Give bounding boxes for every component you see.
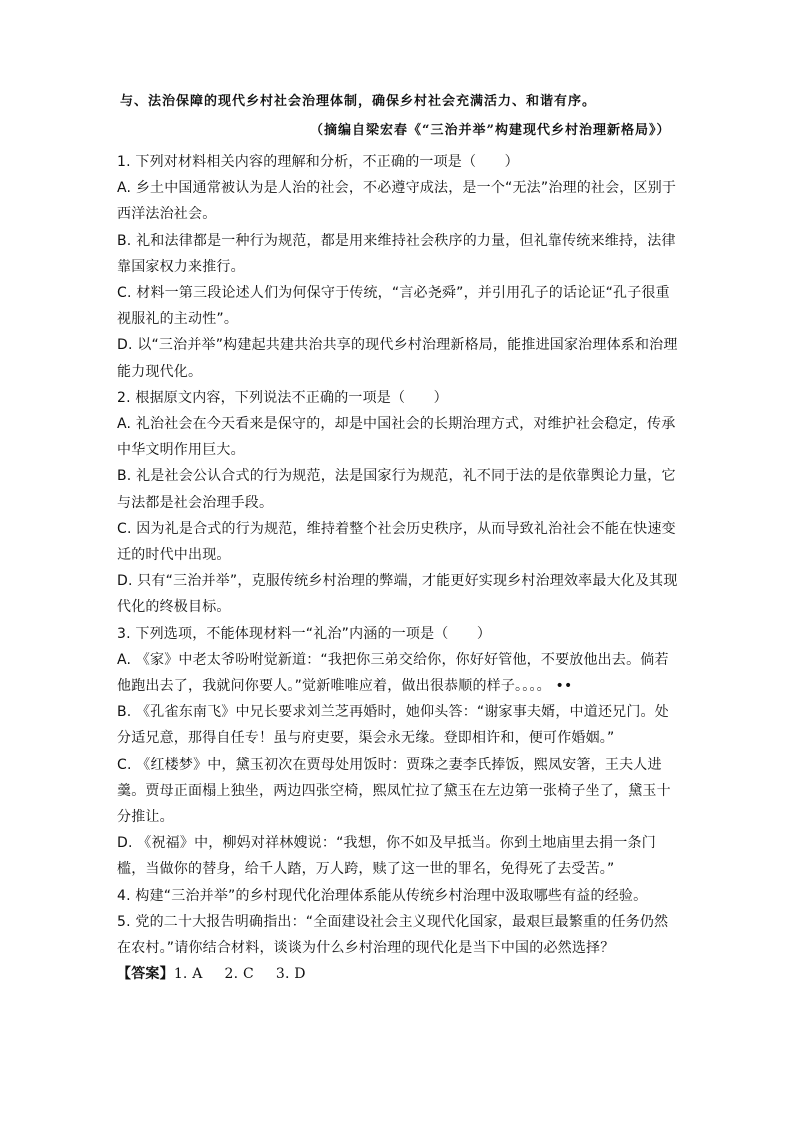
question-4 xyxy=(117,883,679,909)
question-list xyxy=(117,149,679,988)
question-option: B. 礼和法律都是一种行为规范，都是用来维持社会秩序的力量，但礼靠传统来维持，法律靠国家权力来推行。 xyxy=(117,232,676,275)
question-option: C. 《红楼梦》中，黛玉初次在贾母处用饭时：贾珠之妻李氏捧饭，熙凤安箸，王夫人进羹。贾母正面榻上独坐，两边四张空椅，熙凤忙拉了黛玉在左边第一张椅子坐了，黛玉十分推让。 xyxy=(117,756,671,826)
question-option: A. 《家》中老太爷吩咐觉新道：“我把你三弟交给你，你好好管他，不要放他出去。倘若他跑出去了，我就问你要人。”觉新唯唯应着，做出很恭顺的样子。。。。 •• xyxy=(117,651,669,695)
question-option: C. 因为礼是合式的行为规范，维持着整个社会历史秩序，从而导致礼治社会不能在快速变迁的时代中出现。 xyxy=(117,520,676,564)
question-stem: 4. 构建“三治并举”的乡村现代化治理体系能从传统乡村治理中汲取哪些有益的经验。 xyxy=(117,887,648,904)
question-option: D. 只有“三治并举”，克服传统乡村治理的弊端，才能更好实现乡村治理效率最大化及其现代化的终极目标。 xyxy=(117,573,678,616)
question-3 xyxy=(117,621,679,883)
question-option: B. 礼是社会公认合式的行为规范，法是国家行为规范，礼不同于法的是依靠舆论力量，它与法都是社会治理手段。 xyxy=(117,468,676,511)
passage-tail-text: 与、法治保障的现代乡村社会治理体制，确保乡村社会充满活力、和谐有序。 xyxy=(120,94,597,109)
answer-items xyxy=(174,966,328,982)
question-1 xyxy=(117,149,679,385)
answer-item: 3. D xyxy=(275,966,306,983)
question-option: A. 礼治社会在今天看来是保守的，却是中国社会的长期治理方式，对维护社会稳定，传承中华文明作用巨大。 xyxy=(117,416,676,459)
question-option: D. 以“三治并举”构建起共建共治共享的现代乡村治理新格局，能推进国家治理体系和治理能力现代化。 xyxy=(117,337,678,380)
question-stem: 2. 根据原文内容，下列说法不正确的一项是（ ） xyxy=(117,389,448,406)
question-stem: 1. 下列对材料相关内容的理解和分析，不正确的一项是（ ） xyxy=(117,154,519,170)
question-option: D. 《祝福》中，柳妈对祥林嫂说：“我想，你不如及早抵当。你到土地庙里去捐一条门槛，当做你的替身，给千人踏，万人跨，赎了这一世的罪名，免得死了去受苦。” xyxy=(117,835,656,878)
question-stem: 5. 党的二十大报告明确指出：“全面建设社会主义现代化国家，最艰巨最繁重的任务仍然在农村。”请你结合材料，谈谈为什么乡村治理的现代化是当下中国的必然选择？ xyxy=(117,913,669,957)
question-option: C. 材料一第三段论述人们为何保守于传统，“言必尧舜”，并引用孔子的话论证“孔子很重视服礼的主动性”。 xyxy=(117,285,670,328)
answer-line xyxy=(117,961,679,987)
question-stem: 3. 下列选项，不能体现材料一“礼治”内涵的一项是（ ） xyxy=(117,625,492,642)
question-2 xyxy=(117,385,679,621)
answer-label: 【答案】 xyxy=(117,966,174,983)
question-option: B. 《孔雀东南飞》中兄长要求刘兰芝再婚时，她仰头答：“谢家事夫婿，中道还兄门。处分适兄意，那得自任专！虽与府吏要，渠会永无缘。登即相许和，便可作婚姻。” xyxy=(117,704,669,747)
question-5 xyxy=(117,909,679,961)
answer-item: 2. C xyxy=(224,966,254,983)
question-option: A. 乡土中国通常被认为是人治的社会，不必遵守成法，是一个“无法”治理的社会，区别于西洋法治社会。 xyxy=(117,180,677,223)
answer-item: 1. A xyxy=(173,966,203,983)
source-citation: （摘编自梁宏春《“三治并举”构建现代乡村治理新格局》） xyxy=(310,123,671,138)
